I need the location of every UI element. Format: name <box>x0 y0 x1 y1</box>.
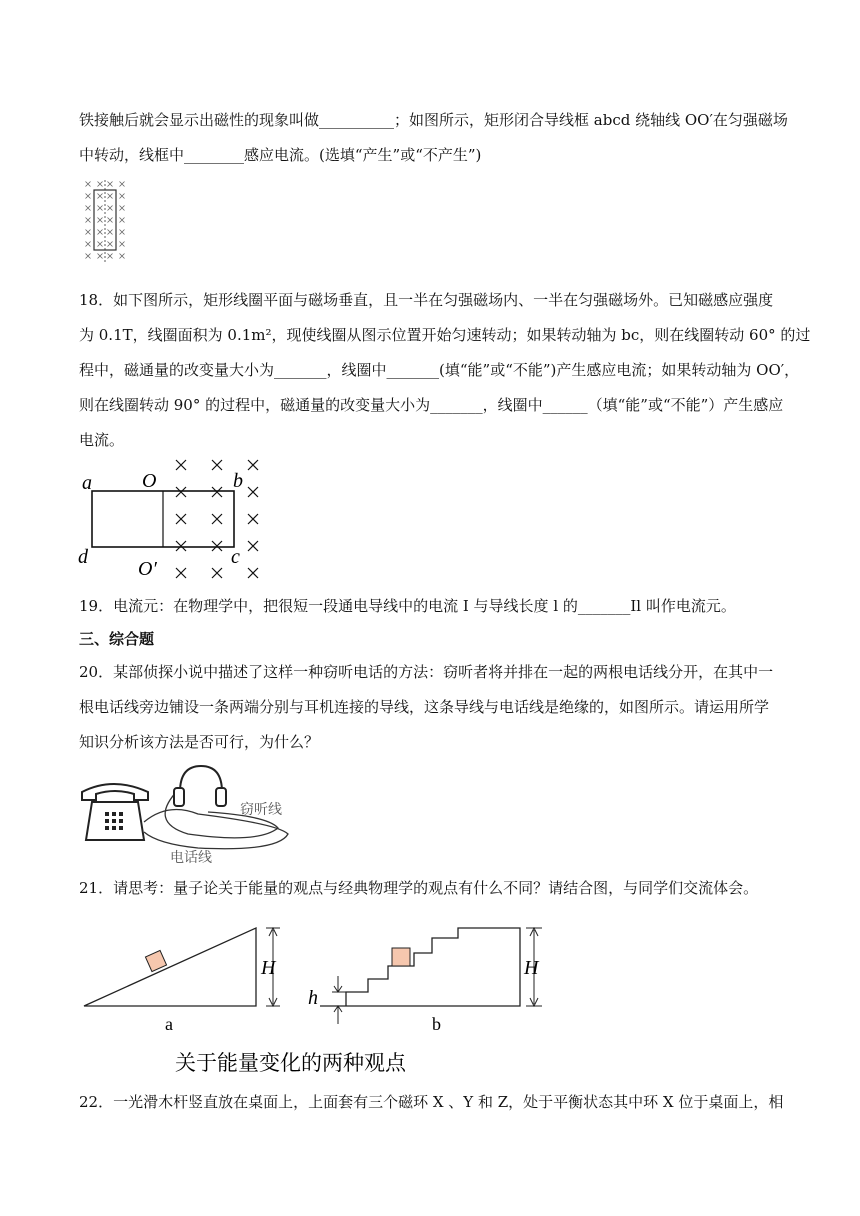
field-cross <box>86 206 91 211</box>
field-cross <box>120 206 125 211</box>
field-cross <box>120 218 125 223</box>
q19-line-1: 19．电流元：在物理学中，把很短一段通电导线中的电流 I 与导线长度 l 的_______Il 叫作电流元。 <box>79 597 736 615</box>
label-a: a <box>82 472 92 494</box>
field-cross <box>212 514 222 524</box>
tap-line-label: 窃听线 <box>240 802 282 818</box>
label-d: d <box>78 546 88 568</box>
q22-line-1: 22．一光滑木杆竖直放在桌面上，上面套有三个磁环 X 、Y 和 Z，处于平衡状态其中环 X 位于桌面上，相 <box>79 1093 784 1111</box>
field-crosses <box>176 460 258 578</box>
staircase <box>320 928 520 1006</box>
field-cross <box>98 218 103 223</box>
field-cross <box>98 254 103 259</box>
field-cross <box>248 487 258 497</box>
field-cross <box>86 230 91 235</box>
field-cross <box>86 182 91 187</box>
field-cross <box>98 206 103 211</box>
field-cross <box>248 568 258 578</box>
figure-caption: 关于能量变化的两种观点 <box>175 1051 406 1075</box>
field-cross <box>120 194 125 199</box>
field-cross <box>98 242 103 247</box>
q17-line-2: 中转动，线框中________感应电流。(选填“产生”或“不产生”) <box>79 146 482 164</box>
field-cross <box>108 242 113 247</box>
field-cross <box>176 568 186 578</box>
field-cross <box>212 568 222 578</box>
block-b <box>392 948 410 966</box>
label-h: h <box>308 987 318 1009</box>
field-cross <box>108 254 113 259</box>
field-cross <box>176 487 186 497</box>
field-cross <box>86 254 91 259</box>
field-cross <box>108 182 113 187</box>
field-cross <box>176 460 186 470</box>
q18-line-1: 18．如下图所示，矩形线圈平面与磁场垂直，且一半在匀强磁场内、一半在匀强磁场外。已知磁感应强度 <box>79 291 774 309</box>
q18-line-2: 为 0.1T，线圈面积为 0.1m²，现使线圈从图示位置开始匀速转动；如果转动轴为 bc，则在线圈转动 60° 的过 <box>79 326 811 344</box>
q21-line-1: 21．请思考：量子论关于能量的观点与经典物理学的观点有什么不同？请结合图，与同学们交流体会。 <box>79 879 759 897</box>
phone-line-label: 电话线 <box>170 850 212 866</box>
q20-figure <box>78 762 308 867</box>
label-O: O <box>142 470 157 492</box>
field-cross <box>108 230 113 235</box>
section-heading: 三、综合题 <box>79 630 155 648</box>
q20-line-3: 知识分析该方法是否可行，为什么？ <box>79 733 320 751</box>
field-cross <box>108 218 113 223</box>
q17-line-1: 铁接触后就会显示出磁性的现象叫做__________；如图所示，矩形闭合导线框 abcd 绕轴线 OO′在匀强磁场 <box>79 111 788 129</box>
field-cross <box>176 541 186 551</box>
field-cross <box>98 230 103 235</box>
field-cross <box>98 194 103 199</box>
field-cross <box>86 242 91 247</box>
q18-line-4: 则在线圈转动 90° 的过程中，磁通量的改变量大小为_______，线圈中______（填“能”或“不能”）产生感应 <box>79 396 784 414</box>
label-O-prime: O′ <box>138 558 157 580</box>
field-cross <box>108 206 113 211</box>
q20-line-2: 根电话线旁边铺设一条两端分别与耳机连接的导线，这条导线与电话线是绝缘的，如图所示。请运用所学 <box>79 698 770 716</box>
field-cross <box>120 254 125 259</box>
q18-line-5: 电流。 <box>79 431 125 449</box>
field-cross <box>248 514 258 524</box>
step-arrow-h <box>332 976 346 1024</box>
label-H-left: H <box>261 957 276 979</box>
label-b: b <box>432 1014 441 1034</box>
q18-line-3: 程中，磁通量的改变量大小为_______，线圈中_______(填“能”或“不能”)产生感应电流；如果转动轴为 OO′， <box>79 361 800 379</box>
field-cross <box>248 460 258 470</box>
field-cross <box>98 182 103 187</box>
headphones-icon <box>174 766 226 806</box>
q21-figure <box>80 920 560 1080</box>
telephone-icon <box>82 784 148 840</box>
q17-figure <box>80 176 130 268</box>
field-cross <box>212 460 222 470</box>
q18-figure <box>76 455 276 585</box>
field-cross <box>120 182 125 187</box>
field-cross <box>120 242 125 247</box>
field-cross <box>176 514 186 524</box>
field-cross <box>120 230 125 235</box>
field-cross <box>212 541 222 551</box>
label-H-right: H <box>524 957 539 979</box>
q20-line-1: 20．某部侦探小说中描述了这样一种窃听电话的方法：窃听者将并排在一起的两根电话线分开，在其中一 <box>79 663 774 681</box>
label-a: a <box>165 1014 173 1034</box>
label-b: b <box>233 470 243 492</box>
field-cross <box>108 194 113 199</box>
field-cross <box>86 194 91 199</box>
block-a <box>145 950 166 971</box>
field-cross <box>248 541 258 551</box>
label-c: c <box>231 546 240 568</box>
field-cross <box>86 218 91 223</box>
incline <box>84 928 256 1006</box>
field-cross <box>212 487 222 497</box>
